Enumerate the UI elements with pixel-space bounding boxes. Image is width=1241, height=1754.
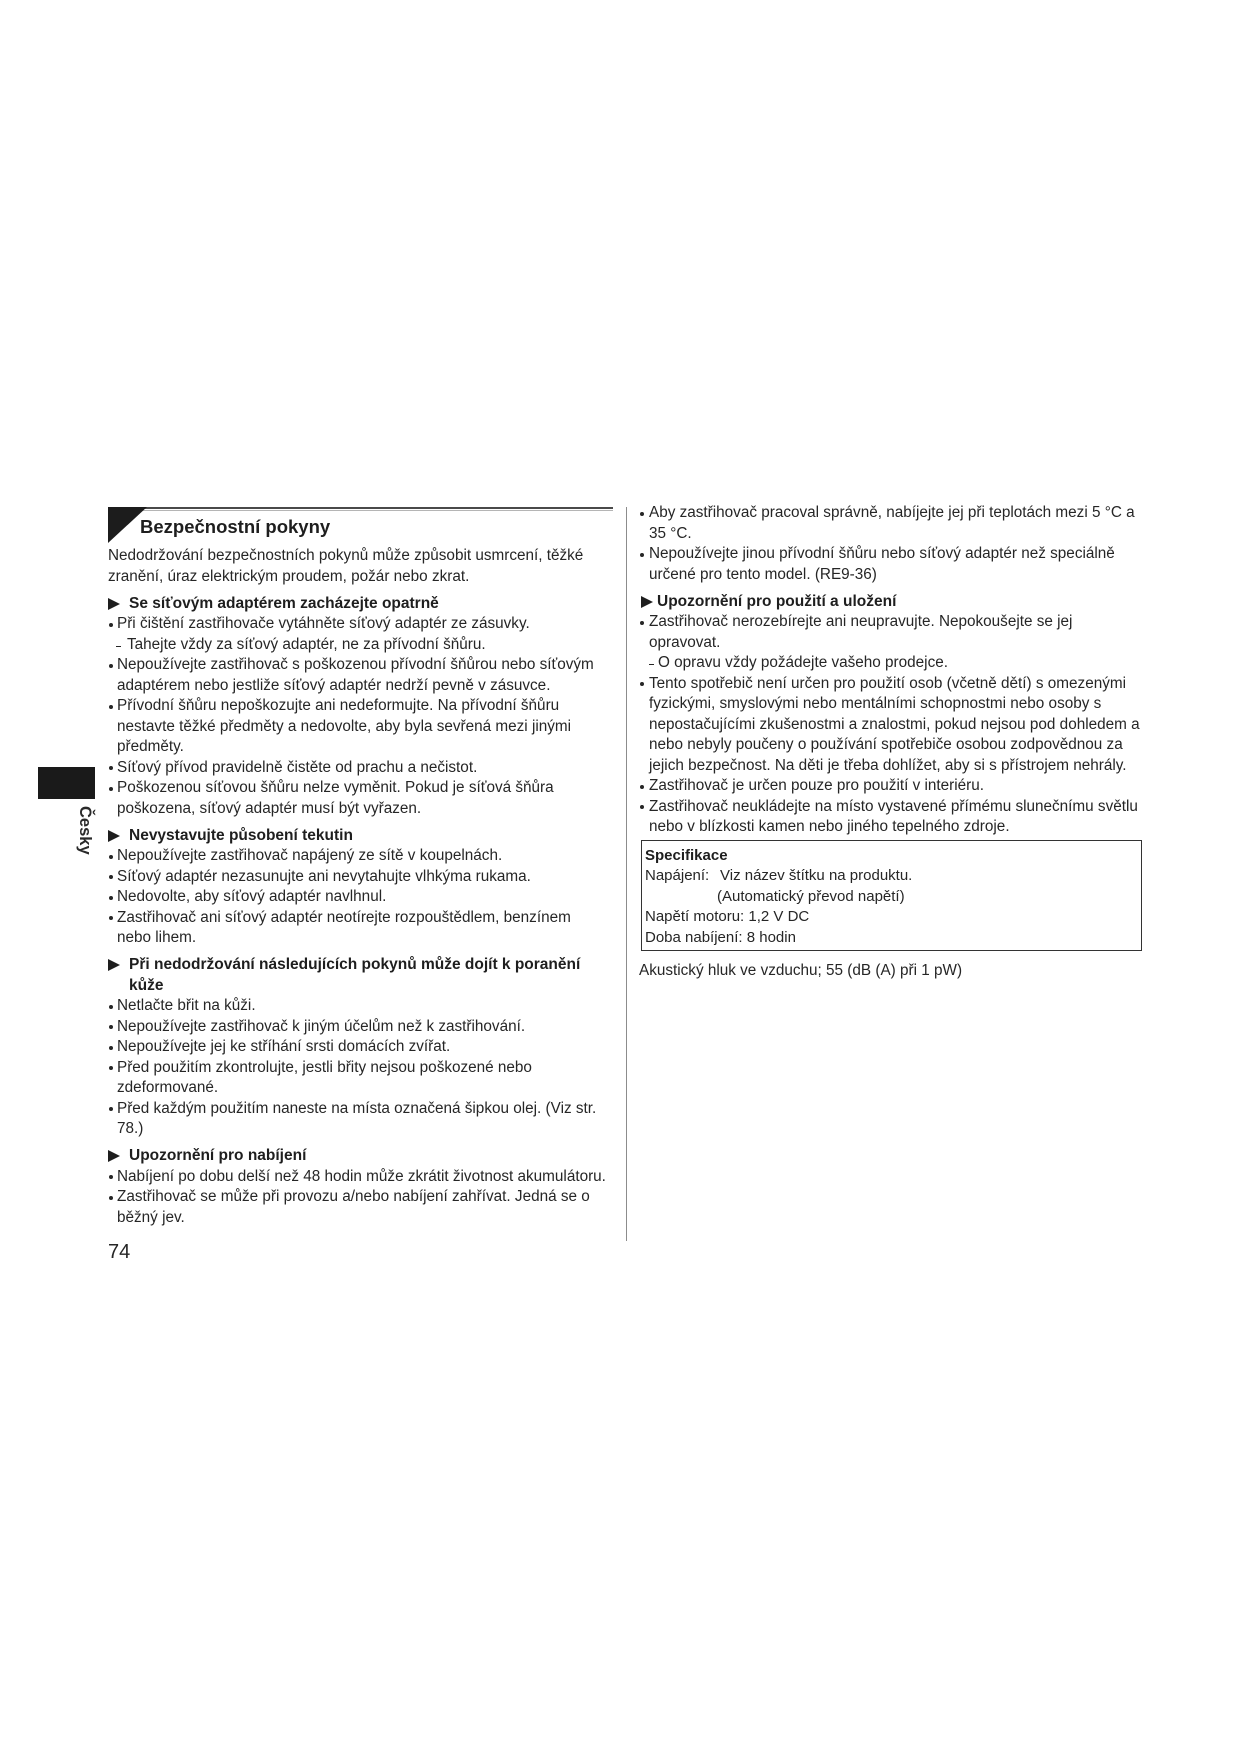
text-line: zdeformované. xyxy=(117,1079,219,1096)
heading-line: kůže xyxy=(129,976,164,994)
text-line: Aby zastřihovač pracoval správně, nabíjejte jej při teplotách mezi 5 °C a xyxy=(649,504,1135,521)
page-number: 74 xyxy=(108,1241,131,1263)
title-rule-shadow xyxy=(108,510,613,511)
text-line: určené pro tento model. (RE9-36) xyxy=(649,565,877,583)
column-divider xyxy=(626,507,627,1241)
bullet-icon xyxy=(109,1046,113,1050)
intro-paragraph xyxy=(108,546,613,587)
bullet-item xyxy=(108,996,613,1017)
bullet-item xyxy=(108,867,613,888)
section-heading xyxy=(108,826,613,847)
text-line: Nedodržování bezpečnostních pokynů může způsobit usmrcení, těžké xyxy=(108,547,584,564)
bullet-icon xyxy=(109,1196,113,1200)
bullet-item xyxy=(108,614,613,635)
text-line: 35 °C. xyxy=(649,524,692,542)
bullet-icon xyxy=(640,512,644,516)
bullet-item xyxy=(639,776,1142,797)
text-line: Nepoužívejte jinou přívodní šňůru nebo síťový adaptér než speciálně xyxy=(649,545,1115,562)
bullet-icon xyxy=(109,875,113,879)
text-line: Síťový přívod pravidelně čistěte od prachu a nečistot. xyxy=(117,758,478,776)
triangle-right-icon xyxy=(108,598,120,610)
spec-power-label: Napájení: xyxy=(645,867,710,884)
spec-motor-voltage: Napětí motoru: 1,2 V DC xyxy=(645,908,810,925)
dash-icon xyxy=(649,664,654,665)
bullet-item xyxy=(108,908,613,949)
text-line: Zastřihovač ani síťový adaptér neotírejte rozpouštědlem, benzínem xyxy=(117,908,571,926)
bullet-icon xyxy=(109,855,113,859)
bullet-item xyxy=(639,674,1142,777)
bullet-icon xyxy=(109,1175,113,1179)
text-line: nebo v blízkosti kamen nebo jiného tepelného zdroje. xyxy=(649,818,1010,835)
spec-power-note: (Automatický převod napětí) xyxy=(717,887,905,905)
text-line: nepostačujícími zkušenostmi a znalostmi, pokud nejsou pod dohledem a xyxy=(649,715,1140,733)
bullet-icon xyxy=(640,682,644,686)
text-line: 78.) xyxy=(117,1120,144,1137)
text-line: Při čištění zastřihovače vytáhněte síťový adaptér ze zásuvky. xyxy=(117,615,530,632)
bullet-icon xyxy=(109,787,113,791)
text-line: Síťový adaptér nezasunujte ani nevytahujte vlhkýma rukama. xyxy=(117,867,531,885)
bullet-item xyxy=(108,758,613,779)
bullet-item xyxy=(108,696,613,758)
bullet-icon xyxy=(109,1025,113,1029)
text-line: Zastřihovač nerozebírejte ani neupravujte. Nepokoušejte se jej xyxy=(649,613,1073,630)
bullet-icon xyxy=(640,785,644,789)
bullet-item xyxy=(639,797,1142,838)
text-line: předměty. xyxy=(117,738,184,755)
bullet-icon xyxy=(640,621,644,625)
right-column xyxy=(639,503,1142,981)
text-line: zranění, úraz elektrickým proudem, požár nebo zkrat. xyxy=(108,567,470,585)
spec-title: Specifikace xyxy=(645,846,728,864)
title-rule xyxy=(108,507,613,509)
triangle-right-icon xyxy=(108,959,120,971)
heading-line: Upozornění pro použití a uložení xyxy=(657,592,897,610)
language-tab-label: Česky xyxy=(76,806,94,855)
bullet-item xyxy=(639,503,1142,544)
language-tab-marker xyxy=(38,767,95,799)
bullet-icon xyxy=(109,664,113,668)
heading-line: Nevystavujte působení tekutin xyxy=(129,826,353,844)
bullet-icon xyxy=(109,1005,113,1009)
section-heading xyxy=(108,955,613,996)
text-line: poškozena, síťový adaptér musí být vyřazen. xyxy=(117,799,422,817)
section-heading xyxy=(108,594,613,615)
text-line: Netlačte břit na kůži. xyxy=(117,997,256,1014)
acoustic-noise-note: Akustický hluk ve vzduchu; 55 (dB (A) při 1 pW) xyxy=(639,961,963,979)
text-line: nebo nebyly poučeny o používání spotřebiče osobou zodpovědnou za xyxy=(649,736,1123,753)
text-line: Nepoužívejte zastřihovač s poškozenou přívodní šňůrou nebo síťovým xyxy=(117,656,594,673)
spec-charging-time: Doba nabíjení: 8 hodin xyxy=(645,928,796,946)
dash-icon xyxy=(116,646,121,647)
bullet-item xyxy=(108,1058,613,1099)
text-line: Nepoužívejte zastřihovač napájený ze sítě v koupelnách. xyxy=(117,847,503,864)
text-line: Tento spotřebič není určen pro použití osob (včetně dětí) s omezenými xyxy=(649,674,1127,692)
bullet-item xyxy=(108,1187,613,1228)
specification-box xyxy=(641,840,1142,952)
text-line: opravovat. xyxy=(649,633,721,651)
text-line: Nepoužívejte jej ke stříhání srsti domácích zvířat. xyxy=(117,1038,451,1055)
bullet-icon xyxy=(109,1107,113,1111)
bullet-icon xyxy=(109,896,113,900)
heading-line: Se síťovým adaptérem zacházejte opatrně xyxy=(129,594,439,612)
bullet-item xyxy=(108,1017,613,1038)
text-line: Nedovolte, aby síťový adaptér navlhnul. xyxy=(117,888,387,905)
heading-line: Při nedodržování následujících pokynů může dojít k poranění xyxy=(129,956,581,973)
bullet-item xyxy=(108,846,613,867)
triangle-right-icon xyxy=(641,596,653,608)
text-line: Před použitím zkontrolujte, jestli břity nejsou poškozené nebo xyxy=(117,1058,532,1076)
text-line: Nabíjení po dobu delší než 48 hodin může zkrátit životnost akumulátoru. xyxy=(117,1167,606,1185)
bullet-icon xyxy=(109,1066,113,1070)
text-line: Nepoužívejte zastřihovač k jiným účelům než k zastřihování. xyxy=(117,1017,526,1035)
text-line: Zastřihovač je určen pouze pro použití v interiéru. xyxy=(649,777,985,794)
text-line: Před každým použitím naneste na místa označená šipkou olej. (Viz str. xyxy=(117,1099,597,1117)
text-line: adaptérem nebo jestliže síťový adaptér nedrží pevně v zásuvce. xyxy=(117,676,551,694)
bullet-icon xyxy=(109,705,113,709)
text-line: Poškozenou síťovou šňůru nelze vyměnit. Pokud je síťová šňůra xyxy=(117,779,554,796)
bullet-item xyxy=(108,1167,613,1188)
heading-line: Upozornění pro nabíjení xyxy=(129,1147,307,1164)
section-heading xyxy=(108,1146,613,1167)
bullet-item xyxy=(639,612,1142,653)
text-line: Zastřihovač neukládejte na místo vystavené přímému slunečnímu světlu xyxy=(649,797,1138,815)
bullet-icon xyxy=(109,916,113,920)
page-title: Bezpečnostní pokyny xyxy=(140,516,331,537)
triangle-right-icon xyxy=(108,1150,120,1162)
text-line: jejich bezpečnost. Na děti je třeba dohlížet, aby si s přístrojem nehrály. xyxy=(649,756,1127,774)
text-line: běžný jev. xyxy=(117,1208,185,1226)
bullet-icon xyxy=(640,805,644,809)
text-line: O opravu vždy požádejte vašeho prodejce. xyxy=(658,654,948,671)
text-line: Tahejte vždy za síťový adaptér, ne za přívodní šňůru. xyxy=(127,635,486,653)
text-line: Přívodní šňůru nepoškozujte ani nedeformujte. Na přívodní šňůru xyxy=(117,697,560,714)
spec-power-value: Viz název štítku na produktu. xyxy=(720,867,913,884)
bullet-item xyxy=(108,655,613,696)
triangle-right-icon xyxy=(108,830,120,842)
bullet-icon xyxy=(640,553,644,557)
bullet-item xyxy=(108,1037,613,1058)
text-line: fyzickými, smyslovými nebo mentálními schopnostmi nebo osoby s xyxy=(649,695,1102,712)
bullet-item xyxy=(108,1099,613,1140)
text-line: nestavte těžké předměty a nedovolte, aby byla sevřená mezi jinými xyxy=(117,717,572,735)
dash-item xyxy=(108,635,613,656)
left-body xyxy=(108,546,613,1228)
bullet-icon xyxy=(109,766,113,770)
text-line: nebo lihem. xyxy=(117,929,197,946)
text-line: Zastřihovač se může při provozu a/nebo nabíjení zahřívat. Jedná se o xyxy=(117,1188,590,1205)
dash-item xyxy=(639,653,1142,674)
bullet-item xyxy=(639,544,1142,585)
bullet-icon xyxy=(109,623,113,627)
bullet-item xyxy=(108,778,613,819)
section-heading xyxy=(639,592,1142,613)
bullet-item xyxy=(108,887,613,908)
spec-power-row xyxy=(645,866,1138,887)
